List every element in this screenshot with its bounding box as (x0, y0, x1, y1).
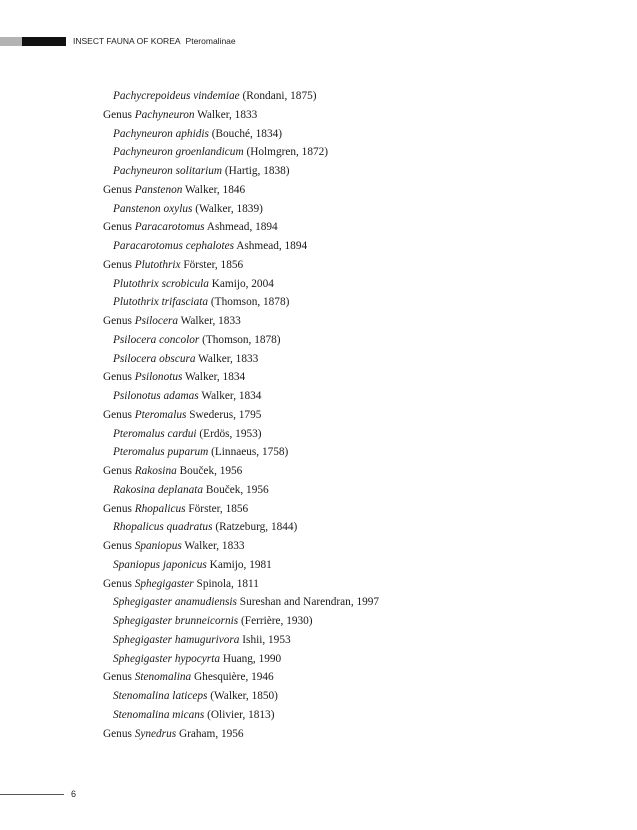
taxon-author: (Walker, 1850) (210, 690, 278, 702)
taxon-name: Psilocera obscura (113, 352, 196, 365)
taxon-author: (Thomson, 1878) (202, 333, 281, 346)
header-bar-black (22, 37, 66, 46)
taxon-list (103, 87, 603, 743)
species-entry (103, 350, 603, 369)
taxon-name: Pteromalus puparum (113, 446, 209, 459)
rank-label: Genus (103, 540, 132, 552)
taxon-name: Psilocera (134, 315, 178, 327)
taxon-author: Huang, 1990 (222, 652, 282, 665)
taxon-author: Graham, 1956 (178, 727, 244, 740)
taxon-author: Förster, 1856 (188, 502, 249, 515)
rank-label: Genus (103, 502, 132, 515)
taxon-author: Kamijo, 1981 (209, 558, 272, 571)
taxon-name: Paracarotomus (134, 221, 205, 234)
page-number: 6 (71, 789, 77, 799)
header-bar-grey (0, 37, 22, 46)
running-head-subtitle: Pteromalinae (185, 36, 236, 46)
taxon-author: Ashmead, 1894 (206, 221, 278, 234)
taxon-name: Plutothrix (134, 258, 181, 271)
taxon-author: Swederus, 1795 (189, 408, 262, 421)
rank-label: Genus (103, 108, 132, 121)
genus-entry (103, 575, 603, 594)
taxon-name: Rakosina deplanata (113, 483, 204, 496)
taxon-name: Spaniopus japonicus (113, 558, 207, 571)
species-entry (103, 425, 603, 444)
taxon-name: Sphegigaster brunneicornis (113, 615, 239, 627)
species-entry (103, 331, 603, 350)
rank-label: Genus (103, 727, 132, 740)
taxon-author: (Ratzeburg, 1844) (215, 521, 298, 534)
taxon-name: Sphegigaster anamudiensis (113, 596, 237, 609)
taxon-name: Panstenon (134, 183, 183, 196)
taxon-author: (Holmgren, 1872) (246, 146, 329, 159)
taxon-author: Ghesquière, 1946 (194, 671, 274, 684)
rank-label: Genus (103, 221, 132, 234)
taxon-author: Walker, 1834 (201, 390, 262, 402)
taxon-author: (Walker, 1839) (195, 202, 263, 215)
genus-entry (103, 218, 603, 237)
species-entry (103, 162, 603, 181)
taxon-author: (Olivier, 1813) (207, 708, 275, 721)
taxon-name: Psilocera concolor (113, 333, 200, 346)
taxon-author: (Bouché, 1834) (211, 127, 283, 140)
footer-rule (0, 794, 64, 795)
species-entry (103, 443, 603, 462)
taxon-name: Sphegigaster hypocyrta (113, 652, 220, 665)
species-entry (103, 87, 603, 106)
taxon-author: Ishii, 1953 (242, 633, 291, 646)
genus-entry (103, 256, 603, 275)
taxon-author: Sureshan and Narendran, 1997 (239, 596, 380, 609)
taxon-author: Walker, 1846 (185, 183, 246, 196)
taxon-author: Walker, 1833 (197, 108, 258, 121)
taxon-author: (Erdös, 1953) (199, 427, 262, 440)
species-entry (103, 650, 603, 669)
species-entry (103, 143, 603, 162)
genus-entry (103, 181, 603, 200)
taxon-author: (Rondani, 1875) (242, 90, 317, 102)
taxon-name: Stenomalina micans (113, 708, 205, 721)
species-entry (103, 612, 603, 631)
taxon-name: Plutothrix scrobicula (113, 277, 209, 290)
species-entry (103, 237, 603, 256)
taxon-author: Walker, 1833 (180, 315, 241, 327)
taxon-author: Spinola, 1811 (196, 577, 259, 590)
taxon-author: (Ferrière, 1930) (241, 615, 313, 627)
genus-entry (103, 106, 603, 125)
species-entry (103, 593, 603, 612)
taxon-author: Bouček, 1956 (179, 465, 243, 477)
taxon-author: Kamijo, 2004 (211, 277, 274, 290)
species-entry (103, 481, 603, 500)
taxon-name: Pteromalus cardui (113, 427, 197, 440)
rank-label: Genus (103, 183, 132, 196)
taxon-name: Sphegigaster hamugurivora (113, 633, 240, 646)
taxon-author: Walker, 1833 (184, 540, 245, 552)
genus-entry (103, 500, 603, 519)
genus-entry (103, 668, 603, 687)
species-entry (103, 387, 603, 406)
taxon-name: Psilonotus (134, 371, 183, 384)
species-entry (103, 706, 603, 725)
rank-label: Genus (103, 315, 132, 327)
species-entry (103, 125, 603, 144)
taxon-name: Stenomalina (134, 671, 192, 684)
taxon-name: Plutothrix trifasciata (113, 296, 209, 309)
taxon-name: Rakosina (134, 465, 177, 477)
genus-entry (103, 312, 603, 331)
taxon-name: Pachyneuron (134, 108, 195, 121)
running-head-title: INSECT FAUNA OF KOREA (73, 36, 181, 46)
taxon-name: Pteromalus (134, 408, 187, 421)
taxon-name: Psilonotus adamas (113, 390, 199, 402)
species-entry (103, 631, 603, 650)
genus-entry (103, 368, 603, 387)
species-entry (103, 275, 603, 294)
taxon-name: Sphegigaster (134, 577, 194, 590)
taxon-author: Förster, 1856 (183, 258, 244, 271)
taxon-author: Walker, 1833 (198, 352, 259, 365)
rank-label: Genus (103, 465, 132, 477)
genus-entry (103, 406, 603, 425)
taxon-author: (Thomson, 1878) (210, 296, 290, 309)
taxon-author: Walker, 1834 (185, 371, 246, 384)
taxon-name: Pachyneuron solitarium (113, 165, 223, 177)
taxon-name: Pachyneuron groenlandicum (113, 146, 244, 159)
species-entry (103, 518, 603, 537)
running-head-text (73, 36, 236, 47)
taxon-author: Bouček, 1956 (205, 483, 269, 496)
rank-label: Genus (103, 577, 132, 590)
taxon-name: Spaniopus (134, 540, 182, 552)
rank-label: Genus (103, 408, 132, 421)
taxon-author: (Linnaeus, 1758) (211, 446, 289, 459)
genus-entry (103, 537, 603, 556)
taxon-name: Paracarotomus cephalotes (113, 240, 235, 252)
taxon-name: Rhopalicus quadratus (113, 521, 213, 534)
taxon-name: Pachycrepoideus vindemiae (113, 90, 240, 102)
running-header (0, 37, 637, 47)
species-entry (103, 293, 603, 312)
species-entry (103, 556, 603, 575)
species-entry (103, 200, 603, 219)
rank-label: Genus (103, 258, 132, 271)
genus-entry (103, 725, 603, 744)
rank-label: Genus (103, 371, 132, 384)
taxon-name: Panstenon oxylus (113, 202, 193, 215)
taxon-name: Stenomalina laticeps (113, 690, 208, 702)
taxon-author: Ashmead, 1894 (236, 240, 308, 252)
taxon-name: Rhopalicus (134, 502, 186, 515)
rank-label: Genus (103, 671, 132, 684)
taxon-name: Synedrus (134, 727, 177, 740)
taxon-name: Pachyneuron aphidis (113, 127, 209, 140)
taxon-author: (Hartig, 1838) (224, 165, 290, 177)
genus-entry (103, 462, 603, 481)
species-entry (103, 687, 603, 706)
